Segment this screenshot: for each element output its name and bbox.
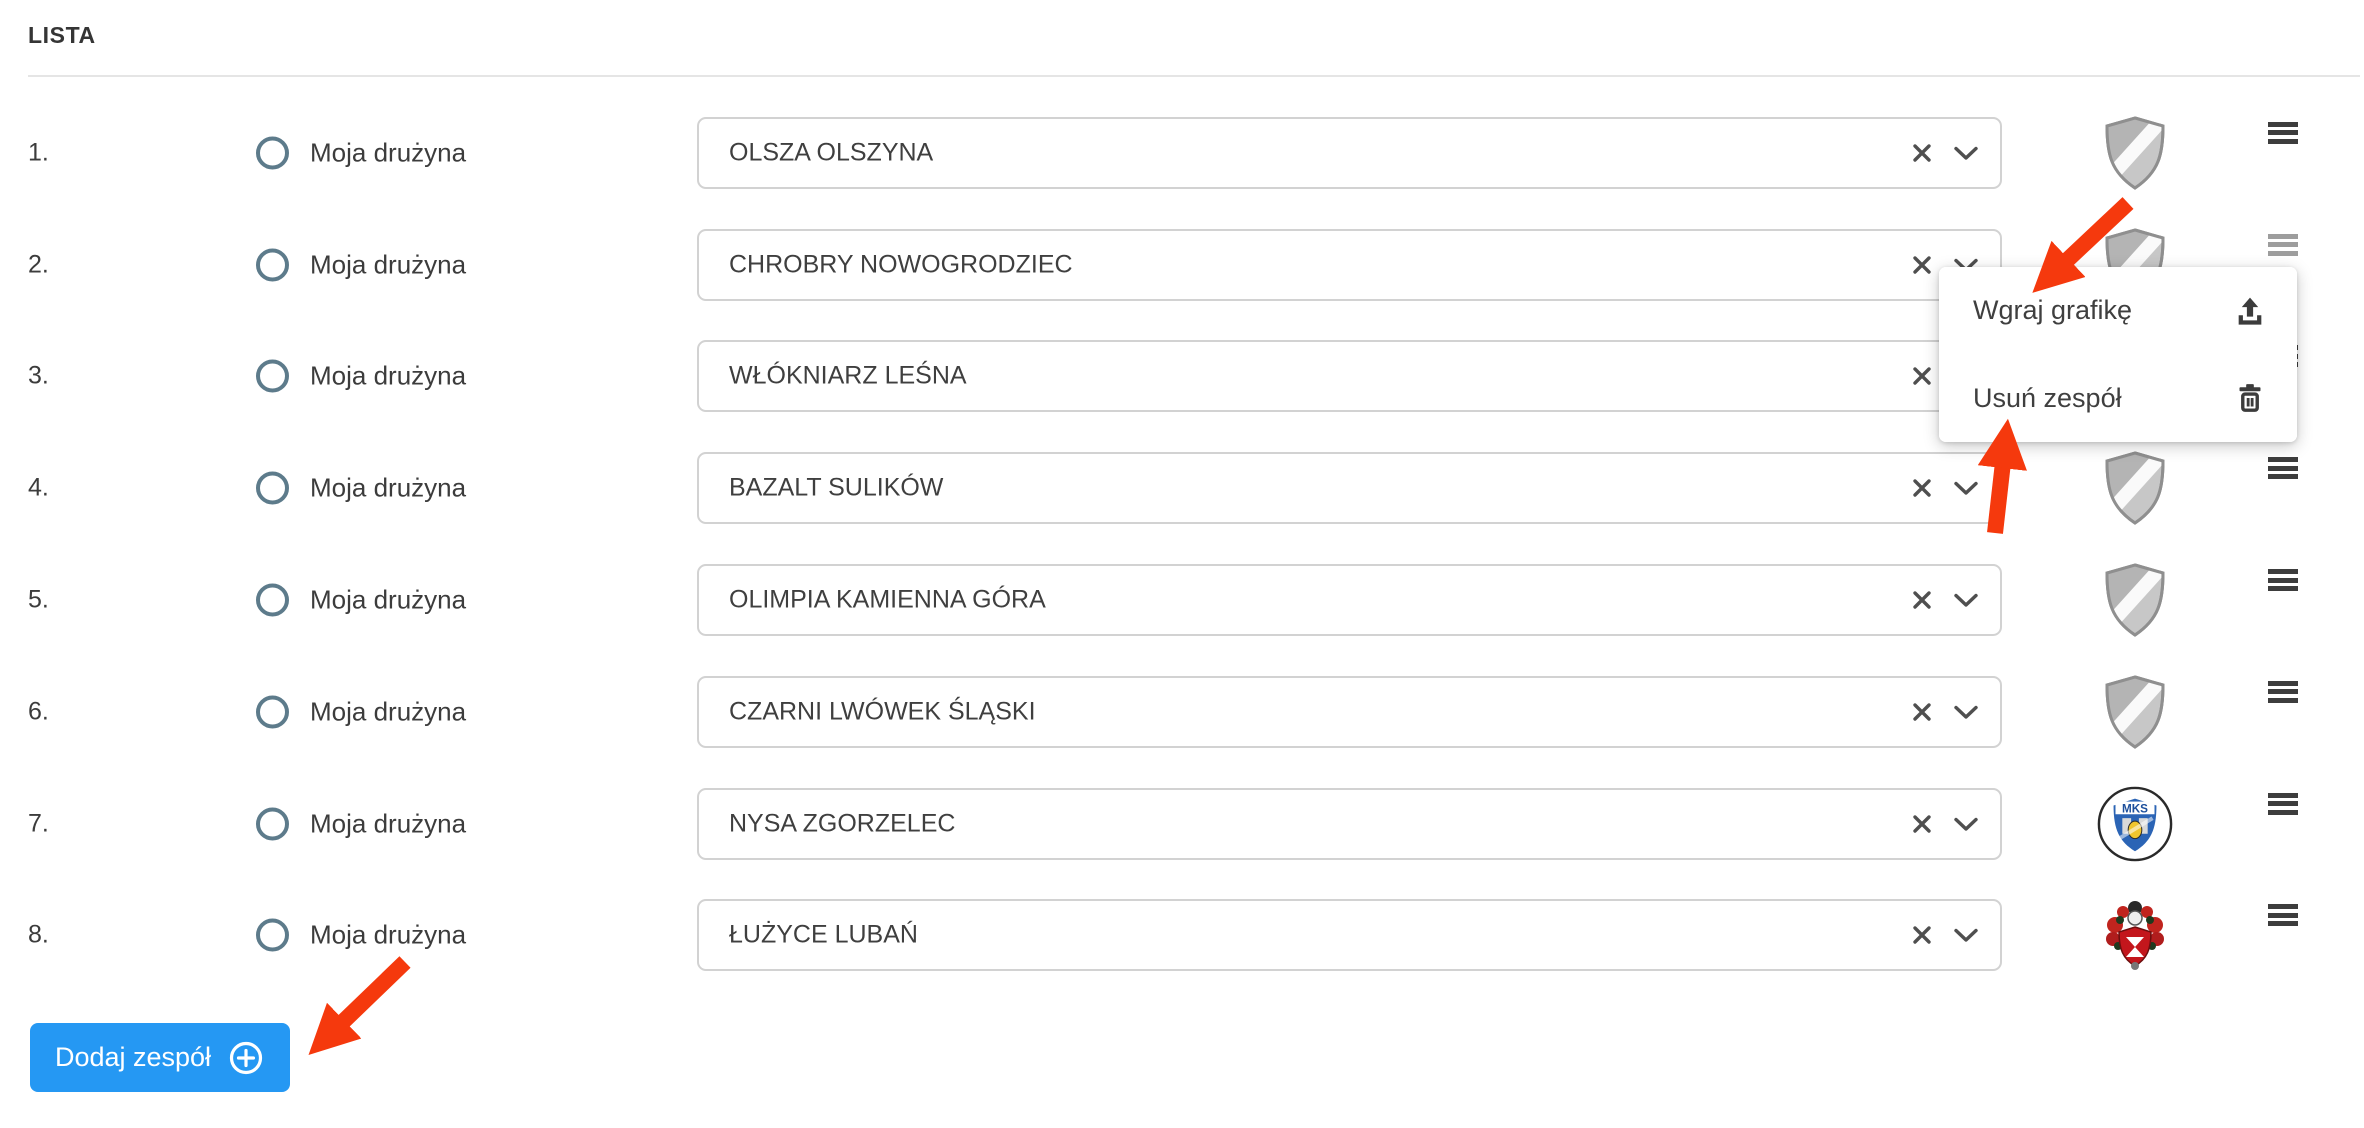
my-team-radio[interactable] [256,919,289,952]
my-team-radio[interactable] [256,584,289,617]
my-team-radio[interactable] [256,248,289,281]
shield-placeholder-badge [2101,561,2169,639]
row-number: 8. [28,920,49,949]
trash-icon [2233,381,2267,415]
chevron-down-icon[interactable] [1953,705,1979,720]
team-select[interactable] [697,340,2002,412]
my-team-label: Moja drużyna [310,696,467,727]
row-number: 4. [28,473,49,502]
my-team-label: Moja drużyna [310,360,467,391]
my-team-radio[interactable] [256,360,289,393]
menu-item-delete-team[interactable] [1939,355,2297,443]
clear-icon[interactable] [1911,813,1933,835]
team-badge [2095,560,2175,640]
chevron-down-icon[interactable] [1953,146,1979,161]
menu-item-upload-graphic[interactable] [1939,267,2297,355]
clear-icon[interactable] [1911,254,1933,276]
team-select-value: OLSZA OLSZYNA [729,138,934,167]
row-number: 1. [28,138,49,167]
team-select-value: CHROBRY NOWOGRODZIEC [729,250,1073,279]
plus-circle-icon [227,1039,265,1077]
row-number: 5. [28,585,49,614]
team-badge [2095,113,2175,193]
page-title: LISTA [28,22,96,48]
team-select-value: OLIMPIA KAMIENNA GÓRA [729,585,1046,614]
my-team-radio[interactable] [256,807,289,840]
mks-nysa-zgorzelec-crest [2096,785,2174,863]
shield-placeholder-badge [2101,114,2169,192]
luzyce-luban-crest [2103,899,2167,971]
team-select-value: BAZALT SULIKÓW [729,473,944,502]
row-number: 6. [28,697,49,726]
clear-icon[interactable] [1911,477,1933,499]
row-number: 7. [28,809,49,838]
drag-handle-icon[interactable] [2268,681,2298,703]
team-select[interactable] [697,452,2002,524]
drag-handle-icon[interactable] [2268,793,2298,815]
clear-icon[interactable] [1911,701,1933,723]
row-number: 2. [28,250,49,279]
team-select-value: NYSA ZGORZELEC [729,809,956,838]
team-select-value: ŁUŻYCE LUBAŃ [729,920,918,949]
menu-item-label: Wgraj grafikę [1973,295,2133,326]
my-team-radio[interactable] [256,695,289,728]
team-badge [2095,895,2175,975]
chevron-down-icon[interactable] [1953,817,1979,832]
team-row [0,768,2364,880]
team-badge [2095,784,2175,864]
team-select-value: WŁÓKNIARZ LEŚNA [729,361,967,390]
team-badge [2095,672,2175,752]
context-menu [1939,267,2297,442]
svg-text:MKS: MKS [2122,801,2148,815]
team-select[interactable] [697,788,2002,860]
drag-handle-icon[interactable] [2268,122,2298,144]
my-team-radio[interactable] [256,472,289,505]
team-select[interactable] [697,899,2002,971]
team-select[interactable] [697,564,2002,636]
add-team-button-label: Dodaj zespół [54,1042,212,1072]
chevron-down-icon[interactable] [1953,593,1979,608]
drag-handle-icon[interactable] [2268,457,2298,479]
my-team-label: Moja drużyna [310,808,467,839]
team-row [0,432,2364,544]
team-select[interactable] [697,676,2002,748]
add-team-button[interactable] [30,1023,290,1092]
clear-icon[interactable] [1911,924,1933,946]
my-team-label: Moja drużyna [310,249,467,280]
team-select[interactable] [697,117,2002,189]
my-team-label: Moja drużyna [310,137,467,168]
team-select-value: CZARNI LWÓWEK ŚLĄSKI [729,697,1036,726]
chevron-down-icon[interactable] [1953,928,1979,943]
header-divider [28,75,2360,77]
team-badge [2095,448,2175,528]
team-select[interactable] [697,229,2002,301]
clear-icon[interactable] [1911,589,1933,611]
clear-icon[interactable] [1911,142,1933,164]
team-rows [0,97,2364,991]
my-team-label: Moja drużyna [310,584,467,615]
team-row [0,880,2364,992]
team-row [0,544,2364,656]
upload-icon [2233,294,2267,328]
team-row [0,656,2364,768]
team-row [0,97,2364,209]
shield-placeholder-badge [2101,449,2169,527]
clear-icon[interactable] [1911,365,1933,387]
drag-handle-icon[interactable] [2268,234,2298,256]
drag-handle-icon[interactable] [2268,904,2298,926]
shield-placeholder-badge [2101,673,2169,751]
my-team-label: Moja drużyna [310,919,467,950]
row-number: 3. [28,361,49,390]
chevron-down-icon[interactable] [1953,481,1979,496]
my-team-radio[interactable] [256,136,289,169]
drag-handle-icon[interactable] [2268,569,2298,591]
my-team-label: Moja drużyna [310,472,467,503]
menu-item-label: Usuń zespół [1973,382,2122,413]
